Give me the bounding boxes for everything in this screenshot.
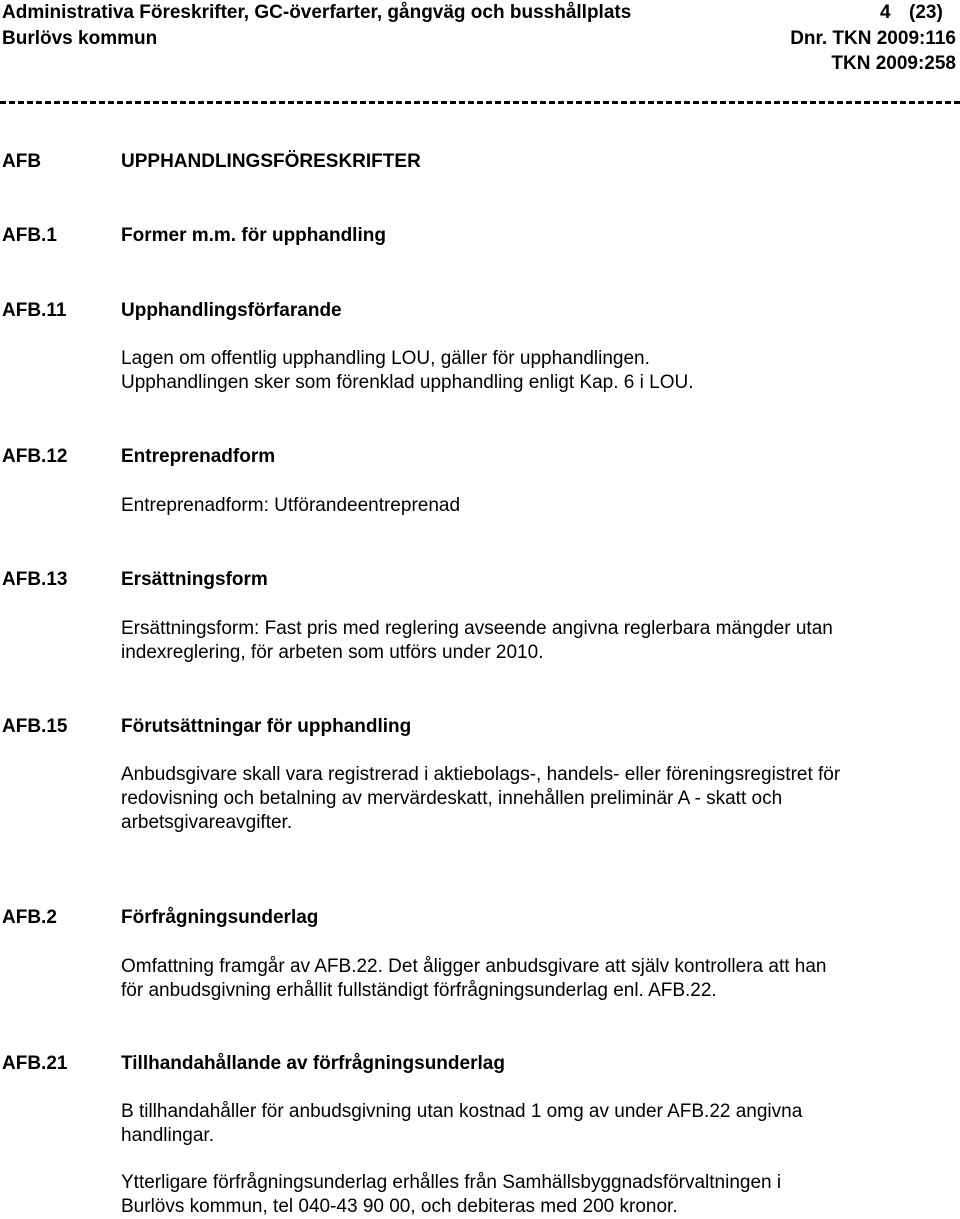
paragraph-line: Anbudsgivare skall vara registrerad i aktiebolags-, handels- eller föreningsregistret för [121,764,841,785]
section-paragraph [121,494,956,518]
section-code: AFB.12 [2,446,68,467]
section-title: Ersättningsform [121,569,268,590]
page-number: 4 [880,2,891,23]
section-title: Entreprenadform [121,446,276,467]
section-title: Förfrågningsunderlag [121,907,319,928]
section-title: Tillhandahållande av förfrågningsunderlag [121,1053,505,1074]
section-paragraph [121,1171,956,1219]
section-code: AFB.11 [2,300,67,321]
diary-number-1: Dnr. TKN 2009:116 [790,28,956,49]
paragraph-line: redovisning och betalning av mervärdeskatt, innehållen preliminär A - skatt och [121,788,783,809]
document-title: Administrativa Föreskrifter, GC-överfarter, gångväg och busshållplats [2,2,632,23]
section-title: Former m.m. för upphandling [121,225,386,246]
paragraph-line: Omfattning framgår av AFB.22. Det åligger anbudsgivare att själv kontrollera att han [121,956,827,977]
section-code: AFB.21 [2,1053,68,1074]
page-total: (23) [909,2,943,23]
paragraph-line: arbetsgivareavgifter. [121,812,293,833]
section-code: AFB [2,151,42,172]
section-paragraph [121,763,956,835]
section-title: Upphandlingsförfarande [121,300,342,321]
municipality-name: Burlövs kommun [2,28,158,49]
section-code: AFB.15 [2,716,68,737]
paragraph-line: Upphandlingen sker som förenklad upphandling enligt Kap. 6 i LOU. [121,372,694,393]
paragraph-line: Burlövs kommun, tel 040-43 90 00, och debiteras med 200 kronor. [121,1196,678,1217]
diary-number-2: TKN 2009:258 [831,53,956,74]
section-code: AFB.13 [2,569,68,590]
section-code: AFB.1 [2,225,57,246]
section-paragraph [121,347,956,395]
section-paragraph [121,1100,956,1148]
paragraph-line: handlingar. [121,1125,214,1146]
section-paragraph [121,617,956,665]
section-title: Förutsättningar för upphandling [121,716,412,737]
header-divider [0,101,960,104]
paragraph-line: Ytterligare förfrågningsunderlag erhålles från Samhällsbyggnadsförvaltningen i [121,1172,782,1193]
paragraph-line: Ersättningsform: Fast pris med reglering avseende angivna reglerbara mängder utan [121,618,833,639]
paragraph-line: Lagen om offentlig upphandling LOU, gäller för upphandlingen. [121,348,650,369]
paragraph-line: B tillhandahåller för anbudsgivning utan kostnad 1 omg av under AFB.22 angivna [121,1101,803,1122]
paragraph-line: Entreprenadform: Utförandeentreprenad [121,495,461,516]
section-title: UPPHANDLINGSFÖRESKRIFTER [121,151,421,172]
section-paragraph [121,955,956,1003]
section-code: AFB.2 [2,907,57,928]
paragraph-line: indexreglering, för arbeten som utförs under 2010. [121,642,544,663]
paragraph-line: för anbudsgivning erhållit fullständigt förfrågningsunderlag enl. AFB.22. [121,980,717,1001]
